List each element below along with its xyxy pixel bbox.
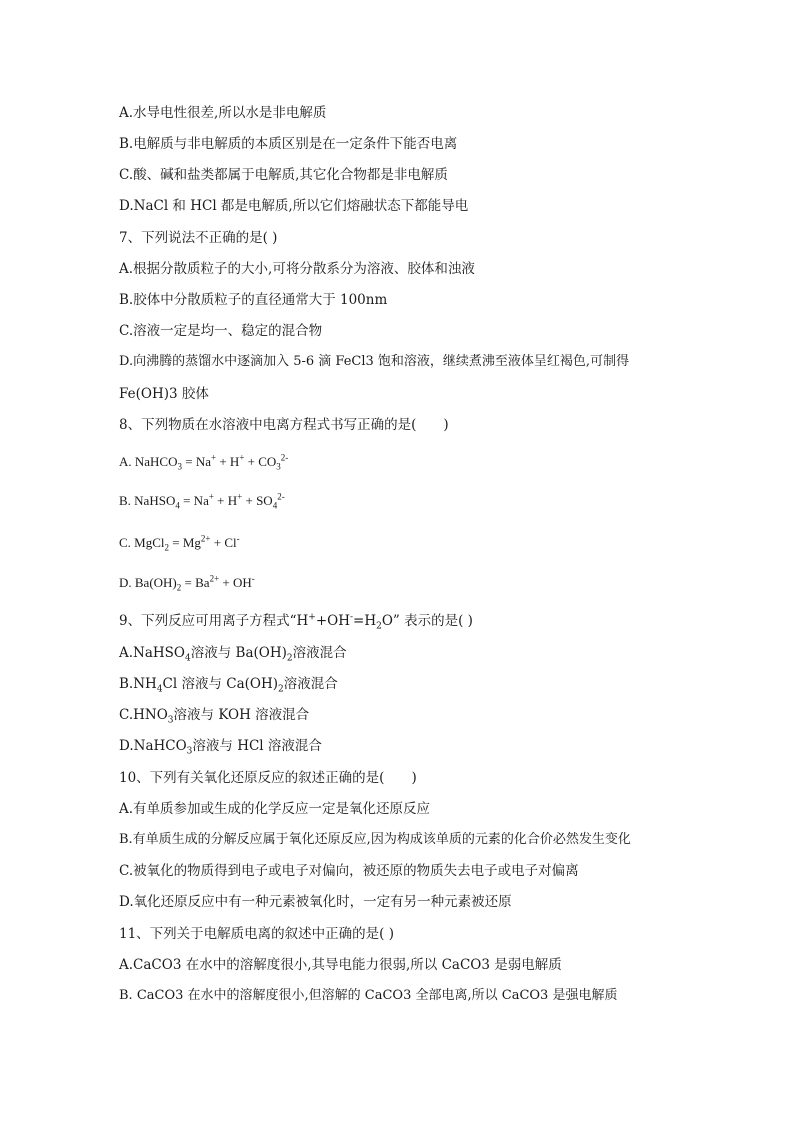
- q10-option-a: A.有单质参加或生成的化学反应一定是氧化还原反应: [119, 801, 431, 817]
- q7-option-d: D.向沸腾的蒸馏水中逐滴加入 5-6 滴 FeCl3 饱和溶液，继续煮沸至液体呈红褐色,可制得: [119, 354, 630, 369]
- q11-option-a: A.CaCO3 在水中的溶解度很小,其导电能力很弱,所以 CaCO3 是弱电解质: [119, 957, 562, 973]
- q6-option-a: A.水导电性很差,所以水是非电解质: [119, 105, 327, 121]
- q9-option-a: A.NaHSO$_4$溶液与 $Ba(OH)_2$溶液混合: [119, 645, 347, 664]
- q6-option-d: D.NaCl 和 HCl 都是电解质,所以它们熔融状态下都能导电: [119, 198, 469, 214]
- q10-stem: 10、下列有关氧化还原反应的叙述正确的是( ): [119, 770, 417, 786]
- q8-option-b: B. NaHSO$_4$ = $Na^+ + H^+ + SO_4^{2-}$: [119, 491, 285, 511]
- q8-stem: 8、下列物质在水溶液中电离方程式书写正确的是( ): [119, 417, 449, 433]
- q6-option-c: C.酸、碱和盐类都属于电解质,其它化合物都是非电解质: [119, 167, 448, 183]
- q7-option-d-continued: Fe(OH)3 胶体: [119, 386, 209, 402]
- q8-option-c: C. MgCl$_2$ = $Mg^{2+} + Cl^-$: [119, 533, 240, 553]
- q9-stem: 9、下列反应可用离子方程式“$H^++OH^-=H_2O$” 表示的是( ): [119, 612, 473, 632]
- q9-option-c: $C.HNO_3$溶液与 KOH 溶液混合: [119, 707, 310, 726]
- q11-option-b: B. CaCO3 在水中的溶解度很小,但溶解的 CaCO3 全部电离,所以 CaCO3 是强电解质: [119, 988, 618, 1003]
- q9-option-b: $B.NH_4Cl$ 溶液与 $Ca(OH)_2$溶液混合: [119, 676, 338, 695]
- q7-option-c: C.溶液一定是均一、稳定的混合物: [119, 323, 323, 339]
- q10-option-b: B.有单质生成的分解反应属于氧化还原反应,因为构成该单质的元素的化合价必然发生变化: [119, 832, 631, 847]
- q7-option-b: B.胶体中分散质粒子的直径通常大于 100nm: [119, 292, 388, 308]
- q8-option-a: A. NaHCO$_3$ = $Na^+ + H^+ + CO_3^{2-}$: [119, 452, 289, 472]
- q10-option-c: C.被氧化的物质得到电子或电子对偏向，被还原的物质失去电子或电子对偏离: [119, 863, 579, 879]
- q10-option-d: D.氧化还原反应中有一种元素被氧化时，一定有另一种元素被还原: [119, 894, 512, 910]
- q6-option-b: B.电解质与非电解质的本质区别是在一定条件下能否电离: [119, 136, 458, 152]
- q9-option-d: D.NaHCO$_3$溶液与 HCl 溶液混合: [119, 738, 322, 757]
- q7-stem: 7、下列说法不正确的是( ): [119, 230, 278, 246]
- q7-option-a: A.根据分散质粒子的大小,可将分散系分为溶液、胶体和浊液: [119, 261, 475, 277]
- q8-option-d: D. $Ba(OH)_2 = Ba^{2+} + OH^-$: [119, 573, 255, 593]
- q11-stem: 11、下列关于电解质电离的叙述中正确的是( ): [119, 926, 395, 942]
